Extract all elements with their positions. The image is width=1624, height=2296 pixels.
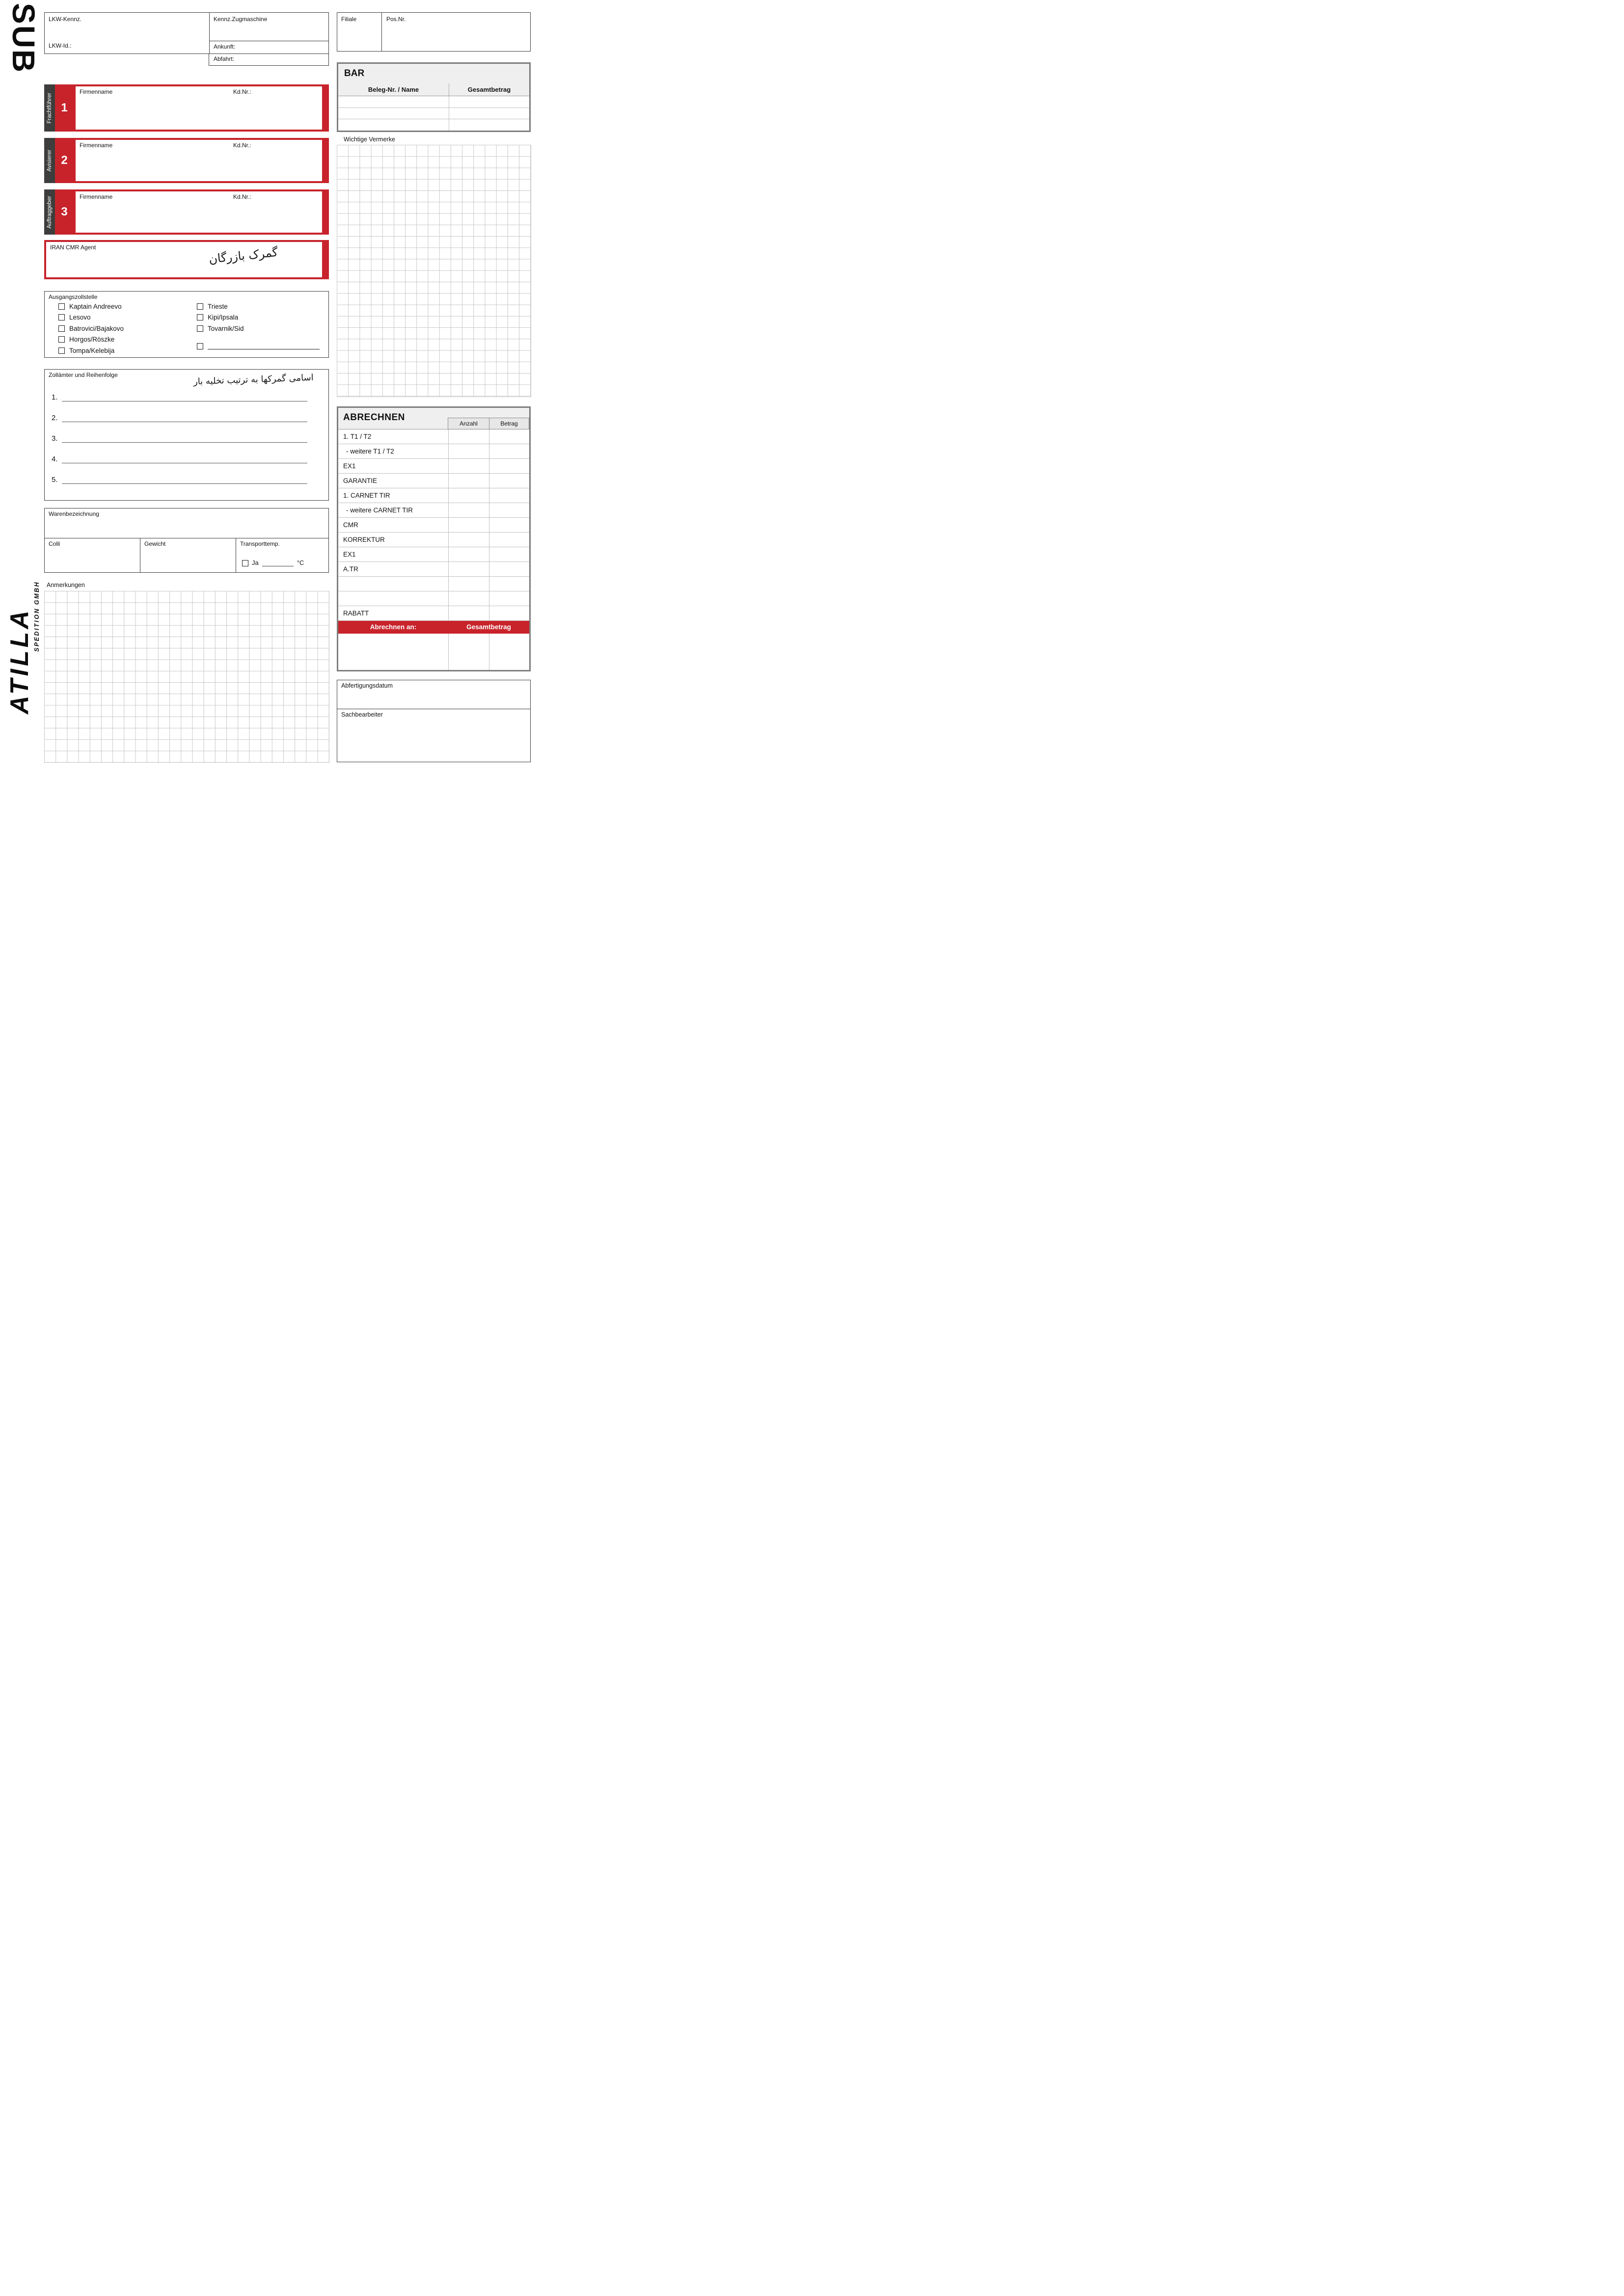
abrechnen-footer — [338, 621, 529, 634]
ausgangszollstelle-box — [44, 291, 329, 358]
betrag-cell[interactable] — [489, 429, 529, 444]
iran-cmr-agent-box[interactable] — [44, 240, 329, 279]
abrechnen-row-t1t2 — [338, 429, 529, 444]
abfertigungsdatum-label: Abfertigungsdatum — [341, 682, 393, 689]
measure-row — [44, 538, 329, 573]
abrechnen-row-garantie — [338, 474, 529, 488]
checkbox[interactable] — [58, 336, 65, 343]
option-label: Batrovici/Bajakovo — [69, 324, 124, 332]
bar-row — [338, 107, 529, 119]
anzahl-cell[interactable] — [448, 634, 489, 670]
option-lesovo — [58, 314, 124, 321]
option-label: Trieste — [208, 302, 228, 310]
anmerkungen-label: Anmerkungen — [47, 582, 85, 588]
anzahl-cell[interactable] — [448, 429, 489, 444]
abfahrt-label: Abfahrt: — [214, 55, 235, 62]
bar-cell-name[interactable] — [338, 108, 449, 119]
option-tompa-kelebija — [58, 347, 124, 354]
anzahl-cell[interactable] — [448, 444, 489, 458]
abrechnen-row-carnet-tir — [338, 488, 529, 503]
option-label: Kaptain Andreevo — [69, 302, 122, 310]
zoll-line-2 — [52, 414, 307, 422]
row-label — [338, 591, 448, 606]
party-role-label — [44, 84, 55, 132]
kdnr-label: Kd.Nr.: — [233, 193, 251, 200]
party-role-label — [44, 138, 55, 183]
line-number: 3. — [52, 434, 58, 443]
bar-column-headers — [338, 83, 529, 96]
bar-row — [338, 119, 529, 131]
warenbezeichnung-box[interactable] — [44, 508, 329, 538]
gewicht-label: Gewicht — [144, 540, 166, 547]
betrag-cell[interactable] — [489, 634, 529, 670]
zoll-line-5 — [52, 476, 307, 484]
party-company-box-1[interactable] — [74, 84, 329, 132]
option-label: Tovarnik/Sid — [208, 324, 244, 332]
anzahl-cell[interactable] — [448, 547, 489, 561]
party-role-label — [44, 189, 55, 235]
line-number: 4. — [52, 455, 58, 463]
iran-cmr-agent-label: IRAN CMR Agent — [50, 244, 96, 251]
option-label: Horgos/Röszke — [69, 336, 115, 343]
abrechnen-row-empty-1 — [338, 577, 529, 591]
checkbox[interactable] — [58, 347, 65, 354]
bar-cell-betrag[interactable] — [449, 119, 529, 131]
row-label: EX1 — [343, 551, 356, 558]
pos-nr-label: Pos.Nr. — [386, 16, 406, 23]
row-label: KORREKTUR — [343, 536, 385, 543]
zollaemter-handwriting: اسامی گمرکها به ترتیب تخلیه بار — [193, 372, 314, 387]
abrechnen-header — [338, 408, 529, 429]
iran-agent-handwriting: گمرک بازرگان — [208, 245, 279, 267]
row-label: 1. T1 / T2 — [343, 433, 372, 440]
zollstelle-options-right — [197, 302, 320, 350]
betrag-cell[interactable] — [489, 606, 529, 620]
zoll-line-4 — [52, 455, 307, 463]
zollaemter-box — [44, 369, 329, 501]
ausgangszollstelle-label: Ausgangszollstelle — [49, 294, 98, 300]
zollaemter-label: Zollämter und Reihenfolge — [49, 372, 118, 378]
sachbearbeiter-label: Sachbearbeiter — [341, 711, 383, 718]
abrechnen-an-label: Abrechnen an: — [370, 623, 417, 631]
checkbox[interactable] — [197, 303, 203, 310]
abrechnen-row-atr — [338, 562, 529, 577]
abrechnen-row-rabatt — [338, 606, 529, 621]
zoll-line-3 — [52, 434, 307, 443]
option-trieste — [197, 302, 320, 310]
party-section-frachtfuehrer — [44, 84, 329, 132]
party-company-box-3[interactable] — [74, 189, 329, 235]
anmerkungen-grid[interactable] — [44, 591, 329, 763]
checkbox[interactable] — [58, 325, 65, 332]
betrag-cell[interactable] — [489, 562, 529, 576]
truck-box-divider — [209, 13, 210, 53]
celsius-label: °C — [297, 559, 304, 566]
party-number-3: 3 — [55, 189, 74, 235]
gewicht-cell[interactable] — [140, 538, 236, 573]
row-label — [338, 577, 448, 591]
abrechnen-row-weitere-carnet-tir — [338, 503, 529, 518]
party-number-2: 2 — [55, 138, 74, 183]
anzahl-cell[interactable] — [448, 606, 489, 620]
brand-logo: ATILLA — [5, 608, 34, 714]
office-box-divider — [381, 13, 382, 51]
anzahl-cell[interactable] — [448, 533, 489, 547]
anzahl-cell[interactable] — [448, 488, 489, 503]
truck-info-box[interactable] — [44, 12, 329, 54]
firmenname-label: Firmenname — [80, 193, 113, 200]
option-label: Lesovo — [69, 314, 91, 321]
row-label: CMR — [343, 521, 358, 529]
betrag-cell[interactable] — [489, 474, 529, 488]
party-company-box-2[interactable] — [74, 138, 329, 183]
frachtfuehrer-label: Frachtführer — [47, 92, 53, 124]
anzahl-cell[interactable] — [448, 503, 489, 517]
fill-line[interactable] — [62, 435, 307, 443]
wichtige-vermerke-label: Wichtige Vermerke — [344, 136, 395, 143]
bar-cell-name[interactable] — [338, 119, 449, 131]
checkbox[interactable] — [58, 314, 65, 320]
anzahl-cell[interactable] — [448, 562, 489, 576]
checkbox[interactable] — [197, 314, 203, 320]
sub-logo: SUB — [6, 3, 41, 74]
form-page — [0, 0, 541, 765]
row-label: - weitere CARNET TIR — [346, 507, 413, 514]
option-kaptain-andreevo — [58, 302, 124, 310]
bar-col-gesamtbetrag: Gesamtbetrag — [467, 86, 511, 93]
bar-row — [338, 96, 529, 107]
line-number: 1. — [52, 393, 58, 401]
betrag-cell[interactable] — [489, 488, 529, 503]
avisierer-label: Avisierer — [47, 149, 53, 172]
bar-col-beleg: Beleg-Nr. / Name — [338, 83, 449, 96]
checkbox[interactable] — [58, 303, 65, 310]
fill-line[interactable] — [62, 394, 307, 401]
bar-title: BAR — [338, 64, 529, 83]
abrechnen-row-weitere-t1t2 — [338, 444, 529, 459]
other-fill-line[interactable] — [208, 344, 320, 349]
colli-label: Colli — [49, 540, 60, 547]
betrag-header: Betrag — [489, 418, 529, 429]
party-number-1: 1 — [55, 84, 74, 132]
betrag-cell[interactable] — [489, 591, 529, 606]
bar-table — [338, 96, 529, 131]
vermerke-grid[interactable] — [337, 145, 531, 397]
row-label: EX1 — [343, 462, 356, 470]
anzahl-header: Anzahl — [448, 418, 489, 429]
row-label: - weitere T1 / T2 — [346, 448, 394, 455]
betrag-cell[interactable] — [489, 444, 529, 458]
option-tovarnik-sid — [197, 324, 320, 332]
anzahl-cell[interactable] — [448, 577, 489, 591]
bar-cell-betrag[interactable] — [449, 96, 529, 107]
bar-section — [337, 62, 531, 132]
ankunft-label: Ankunft: — [214, 43, 236, 50]
fill-line[interactable] — [62, 455, 307, 463]
abrechnen-section — [337, 406, 531, 671]
transporttemp-cell[interactable] — [236, 538, 329, 573]
sachbearbeiter-box[interactable] — [337, 709, 531, 762]
kdnr-label: Kd.Nr.: — [233, 142, 251, 149]
abfahrt-box[interactable] — [209, 54, 329, 66]
abrechnen-row-ex1-2 — [338, 547, 529, 562]
transporttemp-label: Transporttemp. — [240, 540, 280, 547]
option-batrovici-bajakovo — [58, 324, 124, 332]
abrechnen-row-korrektur — [338, 533, 529, 547]
filiale-label: Filiale — [341, 16, 357, 23]
fill-line[interactable] — [62, 414, 307, 422]
temp-input-row — [242, 559, 304, 566]
abrechnen-tail-row — [338, 634, 529, 670]
tail-label-cell — [338, 634, 448, 670]
betrag-cell[interactable] — [489, 459, 529, 473]
anzahl-cell[interactable] — [448, 474, 489, 488]
option-label: Tompa/Kelebija — [69, 347, 115, 354]
temp-fill-line[interactable] — [262, 560, 294, 566]
zoll-line-1 — [52, 393, 307, 401]
party-section-auftraggeber — [44, 189, 329, 235]
firmenname-label: Firmenname — [80, 88, 113, 95]
betrag-cell[interactable] — [489, 577, 529, 591]
abrechnen-row-cmr — [338, 518, 529, 533]
betrag-cell[interactable] — [489, 547, 529, 561]
office-box[interactable] — [337, 12, 531, 52]
abrechnen-row-empty-2 — [338, 591, 529, 606]
row-label: 1. CARNET TIR — [343, 492, 390, 499]
abrechnen-row-ex1 — [338, 459, 529, 474]
option-kipi-ipsala — [197, 314, 320, 321]
line-number: 5. — [52, 476, 58, 484]
warenbezeichnung-label: Warenbezeichnung — [49, 510, 99, 517]
lkw-id-label: LKW-Id.: — [49, 42, 72, 49]
gesamtbetrag-label: Gesamtbetrag — [466, 623, 511, 631]
checkbox[interactable] — [197, 343, 203, 349]
row-label: GARANTIE — [343, 477, 378, 484]
auftraggeber-label: Auftraggeber — [47, 195, 53, 229]
anzahl-cell[interactable] — [448, 591, 489, 606]
party-section-avisierer — [44, 138, 329, 183]
option-horgos-roeszke — [58, 336, 124, 344]
ja-label: Ja — [252, 559, 259, 566]
anzahl-cell[interactable] — [448, 518, 489, 532]
option-other — [197, 343, 320, 350]
fill-line[interactable] — [62, 476, 307, 484]
colli-cell[interactable] — [44, 538, 140, 573]
betrag-cell[interactable] — [489, 533, 529, 547]
option-label: Kipi/Ipsala — [208, 314, 239, 321]
anzahl-cell[interactable] — [448, 459, 489, 473]
abrechnen-title: ABRECHNEN — [343, 412, 405, 423]
betrag-cell[interactable] — [489, 518, 529, 532]
firmenname-label: Firmenname — [80, 142, 113, 149]
line-number: 2. — [52, 414, 58, 422]
kennz-zugmaschine-label: Kennz.Zugmaschine — [214, 16, 268, 23]
lkw-kennz-label: LKW-Kennz. — [49, 16, 82, 23]
ja-checkbox[interactable] — [242, 560, 248, 566]
bar-cell-betrag[interactable] — [449, 108, 529, 119]
bar-cell-name[interactable] — [338, 96, 449, 107]
kdnr-label: Kd.Nr.: — [233, 88, 251, 95]
zollstelle-options-left — [58, 302, 124, 354]
brand-subtitle: SPEDITION GMBH — [33, 581, 40, 652]
abfertigungsdatum-box[interactable] — [337, 680, 531, 709]
row-label: RABATT — [343, 610, 369, 617]
checkbox[interactable] — [197, 325, 203, 332]
row-label: A.TR — [343, 565, 358, 573]
betrag-cell[interactable] — [489, 503, 529, 517]
